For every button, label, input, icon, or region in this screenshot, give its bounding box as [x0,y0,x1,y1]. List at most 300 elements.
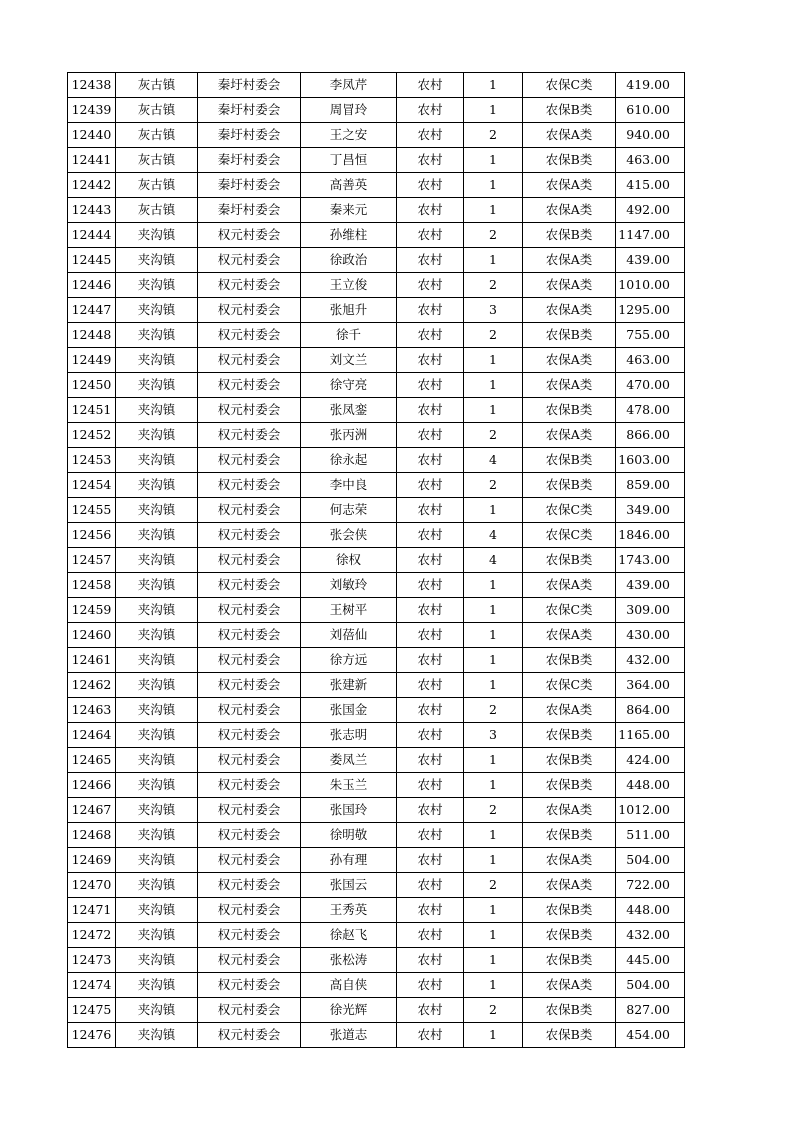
record-id-cell: 12460 [68,623,116,648]
village-committee-cell: 权元村委会 [198,573,301,598]
village-committee-cell: 权元村委会 [198,673,301,698]
insurance-category-cell: 农保A类 [523,298,616,323]
amount-cell: 504.00 [616,848,685,873]
record-id-cell: 12443 [68,198,116,223]
town-cell: 夹沟镇 [116,623,198,648]
village-committee-cell: 权元村委会 [198,823,301,848]
amount-cell: 415.00 [616,173,685,198]
village-committee-cell: 秦圩村委会 [198,198,301,223]
table-row [68,298,685,323]
village-committee-cell: 秦圩村委会 [198,173,301,198]
household-size-cell: 2 [464,798,523,823]
town-cell: 夹沟镇 [116,648,198,673]
table-row [68,823,685,848]
town-cell: 夹沟镇 [116,598,198,623]
table-row [68,973,685,998]
name-cell: 张松涛 [301,948,397,973]
table-row [68,473,685,498]
household-size-cell: 1 [464,198,523,223]
area-type-cell: 农村 [397,348,464,373]
town-cell: 夹沟镇 [116,923,198,948]
record-id-cell: 12462 [68,673,116,698]
insurance-category-cell: 农保A类 [523,798,616,823]
amount-cell: 492.00 [616,198,685,223]
town-cell: 夹沟镇 [116,848,198,873]
town-cell: 夹沟镇 [116,973,198,998]
record-id-cell: 12461 [68,648,116,673]
town-cell: 夹沟镇 [116,823,198,848]
town-cell: 灰古镇 [116,173,198,198]
amount-cell: 1603.00 [616,448,685,473]
insurance-category-cell: 农保B类 [523,773,616,798]
area-type-cell: 农村 [397,498,464,523]
name-cell: 刘敏玲 [301,573,397,598]
household-size-cell: 3 [464,298,523,323]
insurance-category-cell: 农保B类 [523,898,616,923]
area-type-cell: 农村 [397,598,464,623]
table-row [68,423,685,448]
amount-cell: 866.00 [616,423,685,448]
amount-cell: 504.00 [616,973,685,998]
area-type-cell: 农村 [397,273,464,298]
table-row [68,498,685,523]
name-cell: 张会侠 [301,523,397,548]
village-committee-cell: 权元村委会 [198,648,301,673]
amount-cell: 827.00 [616,998,685,1023]
record-id-cell: 12438 [68,73,116,98]
insurance-category-cell: 农保B类 [523,998,616,1023]
village-committee-cell: 权元村委会 [198,948,301,973]
area-type-cell: 农村 [397,748,464,773]
village-committee-cell: 权元村委会 [198,748,301,773]
village-committee-cell: 秦圩村委会 [198,98,301,123]
town-cell: 夹沟镇 [116,473,198,498]
amount-cell: 349.00 [616,498,685,523]
household-size-cell: 2 [464,998,523,1023]
record-id-cell: 12441 [68,148,116,173]
name-cell: 徐千 [301,323,397,348]
table-row [68,273,685,298]
insurance-category-cell: 农保C类 [523,523,616,548]
insurance-category-cell: 农保B类 [523,98,616,123]
amount-cell: 864.00 [616,698,685,723]
amount-cell: 430.00 [616,623,685,648]
name-cell: 王秀英 [301,898,397,923]
insurance-category-cell: 农保C类 [523,673,616,698]
insurance-category-cell: 农保A类 [523,698,616,723]
table-row [68,873,685,898]
record-id-cell: 12454 [68,473,116,498]
household-size-cell: 1 [464,573,523,598]
household-size-cell: 2 [464,273,523,298]
village-committee-cell: 权元村委会 [198,448,301,473]
household-size-cell: 4 [464,448,523,473]
village-committee-cell: 权元村委会 [198,998,301,1023]
insurance-category-cell: 农保B类 [523,448,616,473]
area-type-cell: 农村 [397,698,464,723]
household-size-cell: 4 [464,523,523,548]
town-cell: 灰古镇 [116,148,198,173]
insurance-category-cell: 农保A类 [523,173,616,198]
table-row [68,748,685,773]
insurance-category-cell: 农保B类 [523,823,616,848]
household-size-cell: 3 [464,723,523,748]
household-size-cell: 2 [464,473,523,498]
amount-cell: 1165.00 [616,723,685,748]
household-size-cell: 2 [464,423,523,448]
household-size-cell: 1 [464,248,523,273]
town-cell: 夹沟镇 [116,398,198,423]
area-type-cell: 农村 [397,373,464,398]
household-size-cell: 1 [464,648,523,673]
name-cell: 张国金 [301,698,397,723]
household-size-cell: 1 [464,848,523,873]
table-row [68,198,685,223]
household-size-cell: 2 [464,323,523,348]
name-cell: 高自侠 [301,973,397,998]
name-cell: 周冒玲 [301,98,397,123]
name-cell: 徐明敬 [301,823,397,848]
amount-cell: 364.00 [616,673,685,698]
insurance-category-cell: 农保C类 [523,73,616,98]
area-type-cell: 农村 [397,998,464,1023]
name-cell: 王立俊 [301,273,397,298]
area-type-cell: 农村 [397,323,464,348]
area-type-cell: 农村 [397,573,464,598]
village-committee-cell: 权元村委会 [198,1023,301,1048]
village-committee-cell: 权元村委会 [198,248,301,273]
amount-cell: 478.00 [616,398,685,423]
name-cell: 何志荣 [301,498,397,523]
name-cell: 朱玉兰 [301,773,397,798]
record-id-cell: 12466 [68,773,116,798]
record-id-cell: 12442 [68,173,116,198]
name-cell: 刘文兰 [301,348,397,373]
area-type-cell: 农村 [397,523,464,548]
area-type-cell: 农村 [397,448,464,473]
table-row [68,998,685,1023]
insurance-category-cell: 农保A类 [523,248,616,273]
name-cell: 高善英 [301,173,397,198]
area-type-cell: 农村 [397,73,464,98]
table-row [68,398,685,423]
table-row [68,573,685,598]
name-cell: 徐权 [301,548,397,573]
town-cell: 夹沟镇 [116,373,198,398]
town-cell: 夹沟镇 [116,498,198,523]
table-row [68,798,685,823]
area-type-cell: 农村 [397,923,464,948]
name-cell: 王之安 [301,123,397,148]
table-row [68,923,685,948]
household-size-cell: 2 [464,123,523,148]
table-row [68,148,685,173]
table-row [68,673,685,698]
table-row [68,1023,685,1048]
town-cell: 夹沟镇 [116,748,198,773]
area-type-cell: 农村 [397,1023,464,1048]
table-row [68,898,685,923]
area-type-cell: 农村 [397,723,464,748]
area-type-cell: 农村 [397,398,464,423]
town-cell: 夹沟镇 [116,523,198,548]
record-id-cell: 12470 [68,873,116,898]
name-cell: 李中良 [301,473,397,498]
insurance-category-cell: 农保A类 [523,273,616,298]
village-committee-cell: 权元村委会 [198,623,301,648]
table-row [68,223,685,248]
amount-cell: 448.00 [616,898,685,923]
area-type-cell: 农村 [397,798,464,823]
table-row [68,548,685,573]
record-id-cell: 12463 [68,698,116,723]
name-cell: 徐赵飞 [301,923,397,948]
town-cell: 夹沟镇 [116,298,198,323]
village-committee-cell: 权元村委会 [198,723,301,748]
insurance-category-cell: 农保B类 [523,723,616,748]
town-cell: 夹沟镇 [116,998,198,1023]
name-cell: 张丙洲 [301,423,397,448]
town-cell: 灰古镇 [116,198,198,223]
area-type-cell: 农村 [397,548,464,573]
amount-cell: 1743.00 [616,548,685,573]
insurance-category-cell: 农保A类 [523,423,616,448]
village-committee-cell: 秦圩村委会 [198,73,301,98]
insurance-category-cell: 农保A类 [523,198,616,223]
town-cell: 夹沟镇 [116,948,198,973]
amount-cell: 755.00 [616,323,685,348]
record-id-cell: 12476 [68,1023,116,1048]
insurance-category-cell: 农保C类 [523,598,616,623]
town-cell: 夹沟镇 [116,548,198,573]
household-size-cell: 1 [464,398,523,423]
household-size-cell: 1 [464,898,523,923]
name-cell: 李凤芹 [301,73,397,98]
name-cell: 张旭升 [301,298,397,323]
insurance-category-cell: 农保B类 [523,948,616,973]
name-cell: 张凤銮 [301,398,397,423]
amount-cell: 448.00 [616,773,685,798]
record-id-cell: 12446 [68,273,116,298]
name-cell: 张道志 [301,1023,397,1048]
record-id-cell: 12452 [68,423,116,448]
name-cell: 张国云 [301,873,397,898]
area-type-cell: 农村 [397,673,464,698]
town-cell: 灰古镇 [116,123,198,148]
area-type-cell: 农村 [397,823,464,848]
town-cell: 夹沟镇 [116,873,198,898]
amount-cell: 419.00 [616,73,685,98]
household-size-cell: 1 [464,773,523,798]
table-row [68,73,685,98]
table-row [68,598,685,623]
town-cell: 夹沟镇 [116,273,198,298]
village-committee-cell: 权元村委会 [198,773,301,798]
town-cell: 夹沟镇 [116,898,198,923]
record-id-cell: 12472 [68,923,116,948]
table-row [68,948,685,973]
amount-cell: 432.00 [616,923,685,948]
name-cell: 徐永起 [301,448,397,473]
household-size-cell: 1 [464,823,523,848]
household-size-cell: 1 [464,973,523,998]
area-type-cell: 农村 [397,648,464,673]
area-type-cell: 农村 [397,973,464,998]
area-type-cell: 农村 [397,298,464,323]
record-id-cell: 12459 [68,598,116,623]
name-cell: 丁昌恒 [301,148,397,173]
insurance-category-cell: 农保A类 [523,123,616,148]
amount-cell: 1012.00 [616,798,685,823]
table-row [68,173,685,198]
area-type-cell: 农村 [397,623,464,648]
household-size-cell: 1 [464,923,523,948]
table-row [68,623,685,648]
town-cell: 夹沟镇 [116,423,198,448]
village-committee-cell: 权元村委会 [198,323,301,348]
area-type-cell: 农村 [397,948,464,973]
village-committee-cell: 权元村委会 [198,398,301,423]
village-committee-cell: 权元村委会 [198,423,301,448]
household-size-cell: 1 [464,148,523,173]
table-row [68,348,685,373]
household-size-cell: 1 [464,673,523,698]
insurance-category-cell: 农保B类 [523,923,616,948]
area-type-cell: 农村 [397,423,464,448]
insurance-category-cell: 农保B类 [523,648,616,673]
household-size-cell: 2 [464,223,523,248]
village-committee-cell: 权元村委会 [198,473,301,498]
village-committee-cell: 权元村委会 [198,898,301,923]
name-cell: 娄凤兰 [301,748,397,773]
area-type-cell: 农村 [397,148,464,173]
village-committee-cell: 权元村委会 [198,873,301,898]
town-cell: 夹沟镇 [116,673,198,698]
roster-table [67,72,685,1048]
insurance-category-cell: 农保B类 [523,748,616,773]
record-id-cell: 12453 [68,448,116,473]
village-committee-cell: 权元村委会 [198,798,301,823]
table-row [68,448,685,473]
table-row [68,723,685,748]
area-type-cell: 农村 [397,473,464,498]
table-row [68,123,685,148]
amount-cell: 940.00 [616,123,685,148]
insurance-category-cell: 农保A类 [523,848,616,873]
insurance-category-cell: 农保A类 [523,373,616,398]
insurance-category-cell: 农保A类 [523,573,616,598]
town-cell: 夹沟镇 [116,223,198,248]
village-committee-cell: 权元村委会 [198,348,301,373]
town-cell: 夹沟镇 [116,698,198,723]
record-id-cell: 12439 [68,98,116,123]
household-size-cell: 4 [464,548,523,573]
insurance-category-cell: 农保A类 [523,623,616,648]
table-row [68,848,685,873]
household-size-cell: 1 [464,348,523,373]
record-id-cell: 12469 [68,848,116,873]
amount-cell: 309.00 [616,598,685,623]
table-row [68,248,685,273]
village-committee-cell: 权元村委会 [198,698,301,723]
record-id-cell: 12458 [68,573,116,598]
record-id-cell: 12464 [68,723,116,748]
village-committee-cell: 权元村委会 [198,523,301,548]
area-type-cell: 农村 [397,248,464,273]
area-type-cell: 农村 [397,173,464,198]
village-committee-cell: 权元村委会 [198,223,301,248]
household-size-cell: 1 [464,623,523,648]
amount-cell: 610.00 [616,98,685,123]
village-committee-cell: 权元村委会 [198,598,301,623]
village-committee-cell: 权元村委会 [198,548,301,573]
town-cell: 夹沟镇 [116,348,198,373]
town-cell: 夹沟镇 [116,248,198,273]
record-id-cell: 12455 [68,498,116,523]
village-committee-cell: 权元村委会 [198,848,301,873]
name-cell: 张建新 [301,673,397,698]
household-size-cell: 1 [464,498,523,523]
amount-cell: 1295.00 [616,298,685,323]
name-cell: 徐政治 [301,248,397,273]
town-cell: 夹沟镇 [116,323,198,348]
area-type-cell: 农村 [397,198,464,223]
village-committee-cell: 权元村委会 [198,923,301,948]
record-id-cell: 12440 [68,123,116,148]
table-body [68,73,685,1048]
area-type-cell: 农村 [397,848,464,873]
record-id-cell: 12447 [68,298,116,323]
insurance-category-cell: 农保A类 [523,973,616,998]
area-type-cell: 农村 [397,873,464,898]
insurance-category-cell: 农保C类 [523,498,616,523]
amount-cell: 1147.00 [616,223,685,248]
village-committee-cell: 权元村委会 [198,973,301,998]
village-committee-cell: 权元村委会 [198,498,301,523]
amount-cell: 439.00 [616,248,685,273]
table-row [68,773,685,798]
record-id-cell: 12475 [68,998,116,1023]
amount-cell: 1010.00 [616,273,685,298]
amount-cell: 511.00 [616,823,685,848]
amount-cell: 463.00 [616,348,685,373]
amount-cell: 439.00 [616,573,685,598]
name-cell: 秦来元 [301,198,397,223]
area-type-cell: 农村 [397,98,464,123]
insurance-category-cell: 农保B类 [523,548,616,573]
name-cell: 徐方远 [301,648,397,673]
town-cell: 夹沟镇 [116,723,198,748]
table-row [68,323,685,348]
name-cell: 徐光辉 [301,998,397,1023]
record-id-cell: 12444 [68,223,116,248]
insurance-category-cell: 农保B类 [523,1023,616,1048]
name-cell: 张志明 [301,723,397,748]
town-cell: 夹沟镇 [116,798,198,823]
insurance-category-cell: 农保B类 [523,148,616,173]
household-size-cell: 1 [464,1023,523,1048]
amount-cell: 463.00 [616,148,685,173]
table-row [68,98,685,123]
record-id-cell: 12445 [68,248,116,273]
household-size-cell: 1 [464,173,523,198]
village-committee-cell: 秦圩村委会 [198,123,301,148]
amount-cell: 859.00 [616,473,685,498]
record-id-cell: 12473 [68,948,116,973]
record-id-cell: 12471 [68,898,116,923]
town-cell: 灰古镇 [116,98,198,123]
area-type-cell: 农村 [397,898,464,923]
